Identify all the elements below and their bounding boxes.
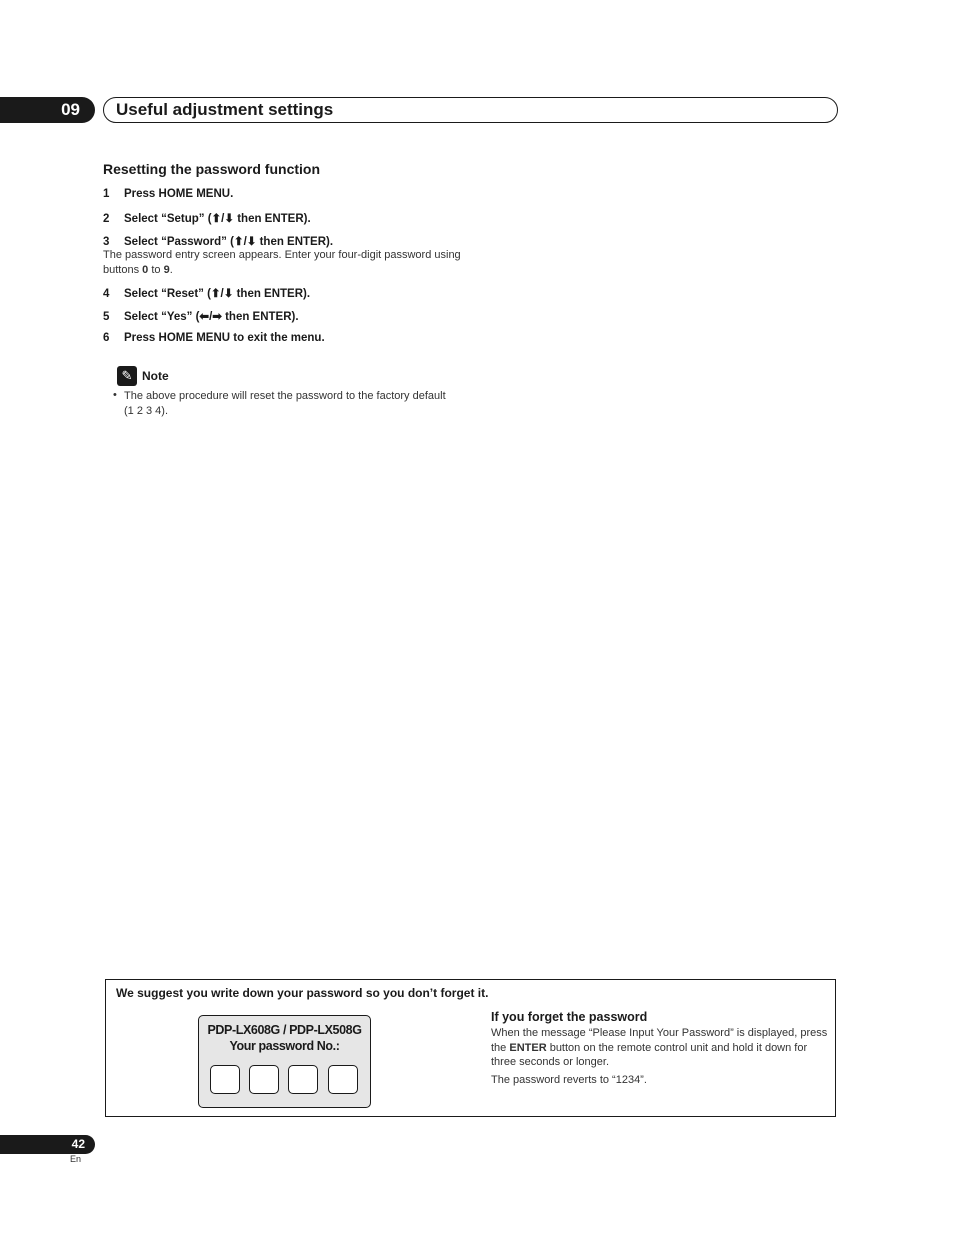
step-text: Select “Password” (⬆/⬇ then ENTER). xyxy=(124,236,334,248)
step-text: Press HOME MENU to exit the menu. xyxy=(124,332,325,344)
chapter-title: Useful adjustment settings xyxy=(116,100,334,119)
step-number: 3 xyxy=(103,236,110,248)
page-language: En xyxy=(70,1154,82,1164)
page-number: 42 xyxy=(0,1135,95,1154)
step-3 xyxy=(103,234,333,248)
password-card xyxy=(198,1015,371,1108)
model-names: PDP-LX608G / PDP-LX508G xyxy=(207,1023,362,1037)
step-4 xyxy=(103,286,310,300)
password-memo-box xyxy=(105,979,836,1117)
password-reverts-text: The password reverts to “1234”. xyxy=(491,1074,647,1086)
step-number: 2 xyxy=(103,213,110,225)
step-2 xyxy=(103,211,311,225)
password-no-label: Your password No.: xyxy=(229,1039,340,1053)
step-text: Select “Yes” (⬅/➡ then ENTER). xyxy=(124,311,299,323)
step-number: 4 xyxy=(103,288,110,300)
forget-password-heading: If you forget the password xyxy=(491,1010,648,1024)
chapter-number-tab: 09 xyxy=(0,97,95,123)
step-number: 1 xyxy=(103,188,110,200)
step-text: Press HOME MENU. xyxy=(124,188,234,200)
step-5 xyxy=(103,309,299,323)
note-text: The above procedure will reset the password to the factory default (1 2 3 4). xyxy=(124,390,446,417)
note-bullet: • xyxy=(113,389,117,401)
forget-password-text: When the message “Please Input Your Password” is displayed, press the ENTER button on the remote control unit and hold it down for three seconds or longer. xyxy=(491,1027,828,1068)
step-number: 6 xyxy=(103,332,110,344)
password-digit-box-3 xyxy=(288,1065,318,1094)
section-heading: Resetting the password function xyxy=(103,161,321,177)
step-text: Select “Setup” (⬆/⬇ then ENTER). xyxy=(124,213,311,225)
password-memo-heading: We suggest you write down your password so you don’t forget it. xyxy=(116,986,489,1000)
step-6 xyxy=(103,332,325,344)
chapter-title-bar xyxy=(103,97,838,123)
password-digit-box-1 xyxy=(210,1065,240,1094)
password-digit-box-2 xyxy=(249,1065,279,1094)
step-text: Select “Reset” (⬆/⬇ then ENTER). xyxy=(124,288,311,300)
step-number: 5 xyxy=(103,311,110,323)
note-label: Note xyxy=(142,369,169,383)
step-3-description: The password entry screen appears. Enter your four-digit password using buttons 0 to 9. xyxy=(103,249,461,276)
password-digit-box-4 xyxy=(328,1065,358,1094)
note-pencil-icon: ✎ xyxy=(117,366,137,386)
step-1 xyxy=(103,188,233,200)
